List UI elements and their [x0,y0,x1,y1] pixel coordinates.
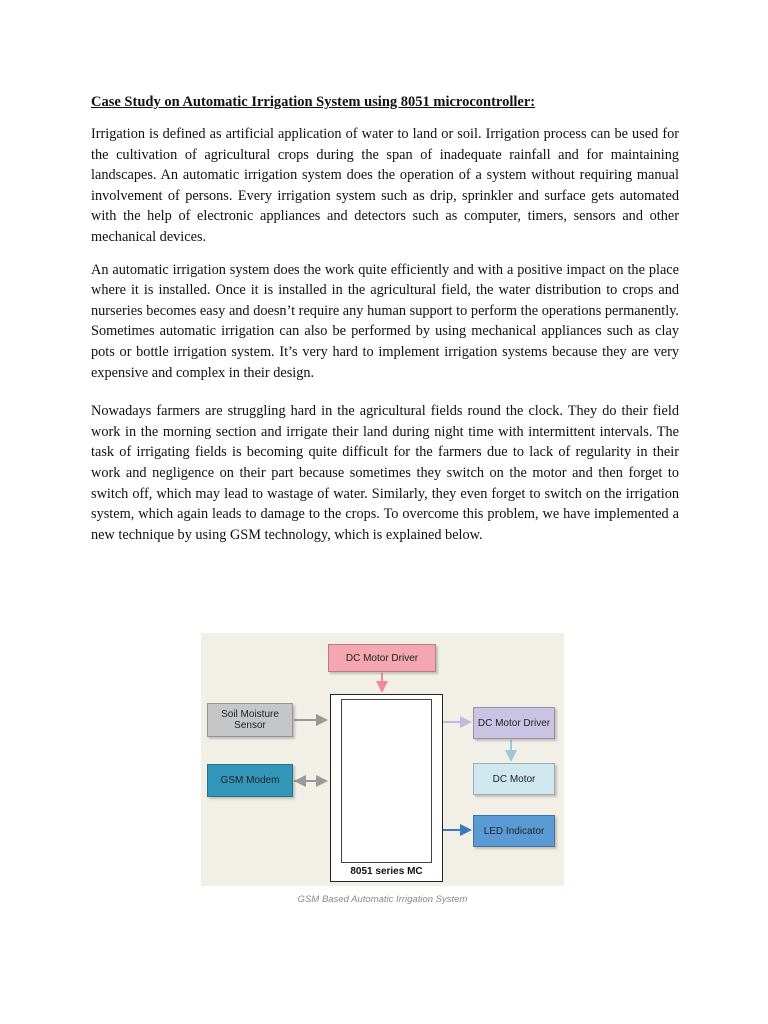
figure-caption: GSM Based Automatic Irrigation System [297,894,468,905]
dc-motor-label: DC Motor [492,773,536,785]
dc-motor-box [473,763,555,795]
paragraph-3: Nowadays farmers are struggling hard in the agricultural fields round the clock. They do their field work in the morning section and irrigate their land during night time with intermittent intervals. The task of irrigating fields is becoming quite difficult for the farmers due to lack of regularity in their work and negligence on their part because sometimes they switch on the motor and then forget to switch off, which may lead to wastage of water. Similarly, they even forget to switch on the irrigation system, which again leads to damage to the crops. To overcome this problem, we have implemented a new technique by using GSM technology, which is explained below. [91,403,679,543]
soil-sensor-line1: Soil Moisture [221,709,279,720]
document-title: Case Study on Automatic Irrigation System using 8051 microcontroller: [91,94,536,110]
gsm-modem-box [207,764,293,797]
microcontroller-label: 8051 series MC [350,866,423,877]
microcontroller-pin-area [341,699,432,863]
dc-motor-driver-top-label: DC Motor Driver [345,652,419,664]
gsm-modem-label: GSM Modem [220,775,280,786]
paragraph-1: Irrigation is defined as artificial application of water to land or soil. Irrigation process can be used for the cultivation of agricultural crops during the span of inadequate rainfall and for maintaining landscapes. An automatic irrigation system does the operation of a system without requiring manual involvement of persons. Every irrigation system such as drip, sprinkler and surface gets automated with the help of electronic appliances and detectors such as computer, timers, sensors and other mechanical devices. [91,126,679,245]
soil-sensor-line2: Sensor [234,720,266,731]
dc-motor-driver-top-box [328,644,436,672]
led-indicator-box [473,815,555,847]
microcontroller-chip [330,694,443,882]
dc-motor-driver-right-label: DC Motor Driver [477,717,551,729]
paragraph-2: An automatic irrigation system does the work quite efficiently and with a positive impact on the place where it is installed. Once it is installed in the agricultural field, the water distribution to crops and nurseries becomes easy and doesn’t require any human support to perform the operations permanently. Sometimes automatic irrigation can also be performed by using mechanical appliances such as clay pots or bottle irrigation system. It’s very hard to implement irrigation systems because they are very expensive and complex in their design. [91,261,679,381]
document-page [91,92,679,557]
dc-motor-driver-right-box [473,707,555,739]
led-indicator-label: LED Indicator [483,825,545,837]
block-diagram [201,633,564,886]
soil-moisture-sensor-box [207,703,293,737]
